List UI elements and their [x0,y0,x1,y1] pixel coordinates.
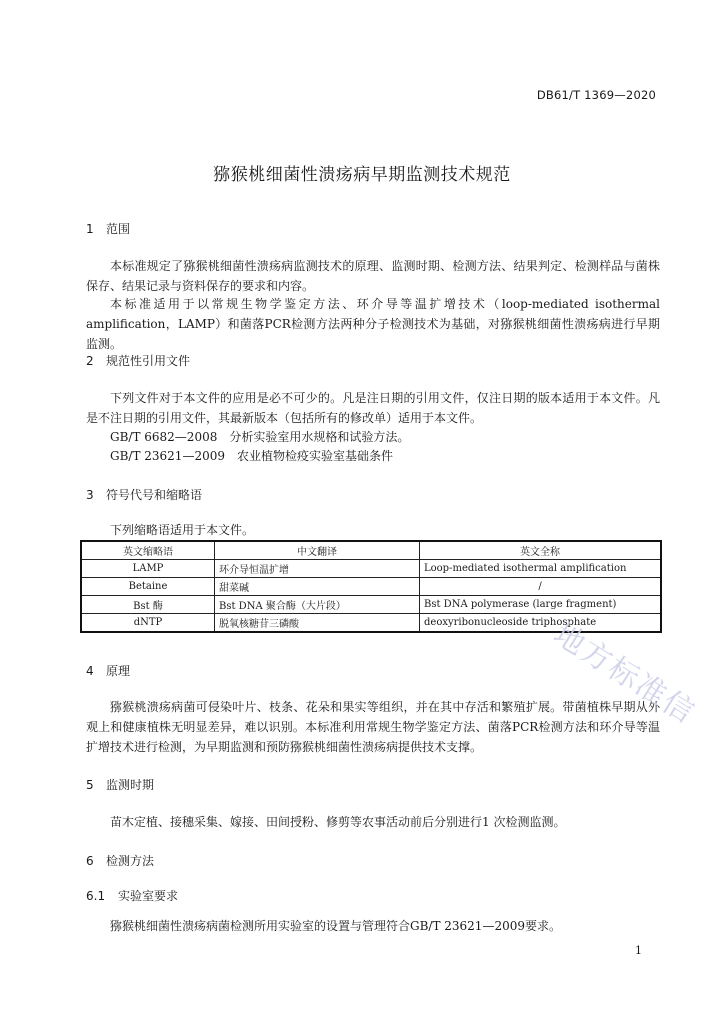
subsection-6-1-paragraph-1: 猕猴桃细菌性溃疡病菌检测所用实验室的设置与管理符合GB/T 23621—2009要求。 [110,919,561,933]
table-cell: Bst DNA 聚合酶（大片段） [215,596,420,614]
column-header: 中文翻译 [215,541,420,560]
section-5-heading [86,776,154,793]
section-3-heading [86,486,202,503]
normative-reference-1: GB/T 6682—2008 分析实验室用水规格和试验方法。 [110,430,410,444]
section-4-heading [86,662,130,679]
table-intro: 下列缩略语适用于本文件。 [110,523,255,537]
table-header-row [81,541,661,560]
section-number: 3 [86,488,94,502]
section-4-paragraph-1: 猕猴桃溃疡病菌可侵染叶片、枝条、花朵和果实等组织，并在其中存活和繁殖扩展。带菌植株早期从外观上和健康植株无明显差异，难以识别。本标准利用常规生物学鉴定方法、菌落PCR检测方法和环介导等温扩增技术进行检测，为早期监测和预防猕猴桃细菌性溃疡病提供技术支撑。 [86,700,660,754]
table-cell: LAMP [81,560,215,578]
document-code: DB61/T 1369—2020 [536,88,656,102]
section-title: 规范性引用文件 [106,354,191,368]
section-title: 原理 [106,664,131,678]
table-cell: 脱氧核糖苷三磷酸 [215,614,420,633]
section-2-heading [86,352,190,369]
table-cell: deoxyribonucleoside triphosphate [420,614,662,633]
normative-reference-2: GB/T 23621—2009 农业植物检疫实验室基础条件 [110,449,393,463]
table-row [81,596,661,614]
table-cell: 甜菜碱 [215,578,420,596]
section-1-paragraph-1: 本标准规定了猕猴桃细菌性溃疡病监测技术的原理、监测时期、检测方法、结果判定、检测样品与菌株保存、结果记录与资料保存的要求和内容。 [86,259,660,293]
subsection-6-1-heading [86,887,178,904]
column-header: 英文全称 [420,541,662,560]
section-title: 范围 [106,222,131,236]
section-number: 4 [86,664,94,678]
section-title: 符号代号和缩略语 [106,488,203,502]
table-row [81,578,661,596]
table-cell: dNTP [81,614,215,633]
table-cell: / [420,578,662,596]
watermark: 地方标准信 [547,616,702,732]
page-title: 猕猴桃细菌性溃疡病早期监测技术规范 [213,165,511,185]
column-header: 英文缩略语 [81,541,215,560]
subsection-number: 6.1 [86,889,106,903]
section-2-paragraph-1: 下列文件对于本文件的应用是必不可少的。凡是注日期的引用文件，仅注日期的版本适用于本文件。凡是不注日期的引用文件，其最新版本（包括所有的修改单）适用于本文件。 [86,391,660,425]
section-number: 1 [86,222,94,236]
table-cell: Bst DNA polymerase (large fragment) [420,596,662,614]
section-5-paragraph-1: 苗木定植、接穗采集、嫁接、田间授粉、修剪等农事活动前后分别进行1 次检测监测。 [110,815,566,829]
section-number: 5 [86,778,94,792]
section-title: 监测时期 [106,778,155,792]
section-1-paragraph-2: 本标准适用于以常规生物学鉴定方法、环介导等温扩增技术（loop-mediated isothermal amplification，LAMP）和菌落PCR检测方法两种分子检测技术为基础，对猕猴桃细菌性溃疡病进行早期监测。 [86,297,660,351]
page-number: 1 [635,944,642,957]
section-number: 6 [86,854,94,868]
subsection-title: 实验室要求 [118,889,179,903]
table-cell: Bst 酶 [81,596,215,614]
table-cell: Loop-mediated isothermal amplification [420,560,662,578]
section-1-heading [86,220,130,237]
table-cell: Betaine [81,578,215,596]
table-cell: 环介导恒温扩增 [215,560,420,578]
section-title: 检测方法 [106,854,155,868]
section-number: 2 [86,354,94,368]
section-6-heading [86,852,154,869]
table-row [81,560,661,578]
